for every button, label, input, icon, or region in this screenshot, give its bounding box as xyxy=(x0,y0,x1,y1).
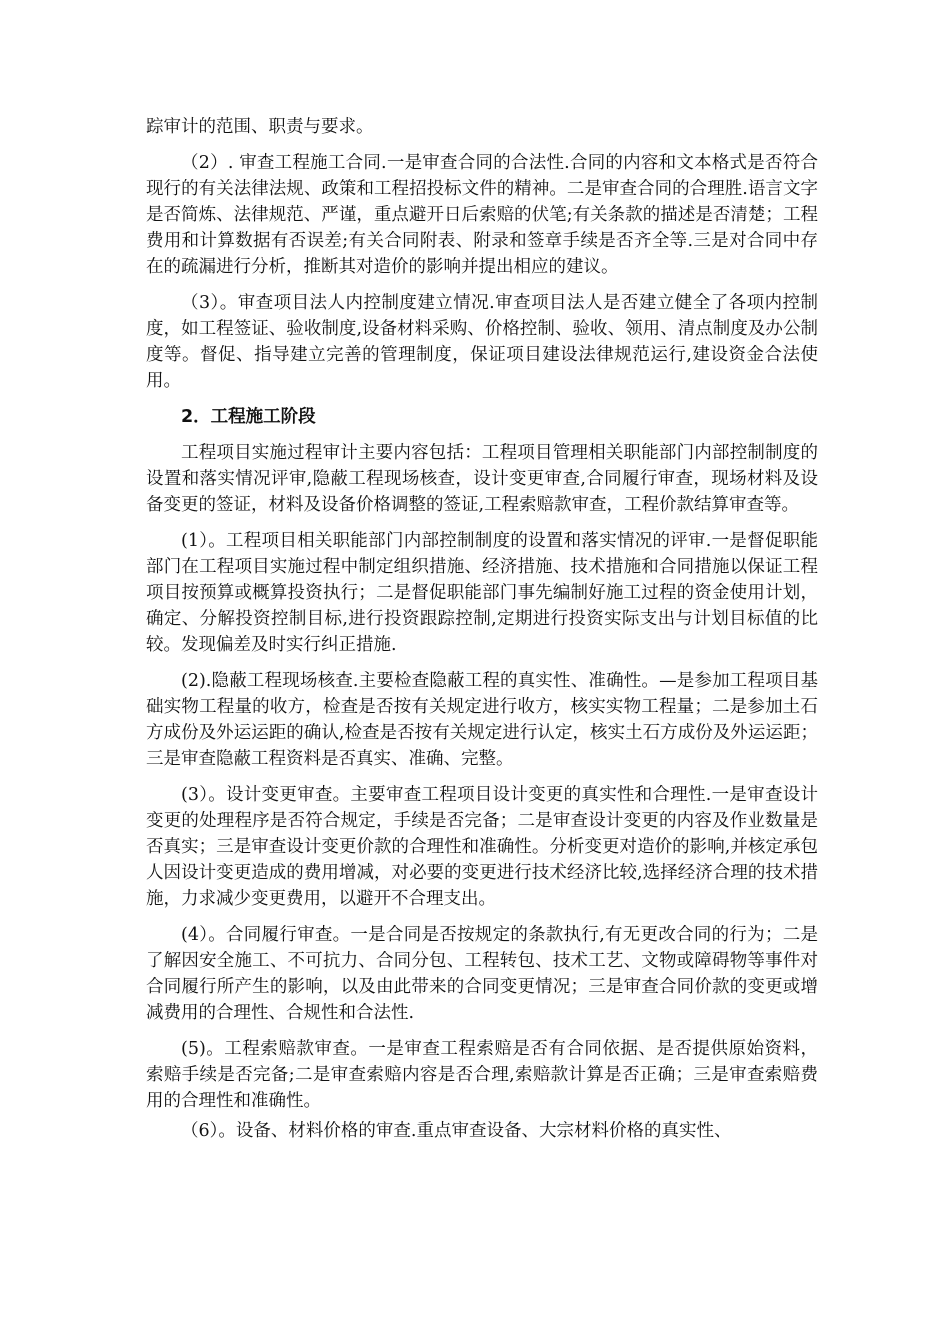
paragraph: （6）。设备、材料价格的审查.重点审查设备、大宗材料价格的真实性、 xyxy=(181,1121,732,1141)
document-body xyxy=(146,114,818,1154)
paragraph: 踪审计的范围、职责与要求。 xyxy=(146,117,374,137)
paragraph: (5)。工程索赔款审查。一是审查工程索赔是否有合同依据、是否提供原始资料，索赔手续是否完备;二是审查索赔内容是否合理,索赔款计算是否正确；三是审查索赔费用的合理性和准确性。 xyxy=(146,1039,818,1111)
paragraph: (3）。设计变更审查。主要审查工程项目设计变更的真实性和合理性.一是审查设计变更的处理程序是否符合规定，手续是否完备；二是审查设计变更的内容及作业数量是否真实；三是审查设计变更价款的合理性和准确性。分析变更对造价的影响,并核定承包人因设计变更造成的费用增减，对必要的变更进行技术经济比较,选择经济合理的技术措施，力求减少变更费用，以避开不合理支出。 xyxy=(146,785,818,909)
paragraph: (2).隐蔽工程现场核查.主要检查隐蔽工程的真实性、准确性。—是参加工程项目基础实物工程量的收方，检查是否按有关规定进行收方，核实实物工程量；二是参加土石方成份及外运运距的确认,检查是否按有关规定进行认定，核实土石方成份及外运运距；三是审查隐蔽工程资料是否真实、准确、完整。 xyxy=(146,671,818,769)
paragraph: (1）。工程项目相关职能部门内部控制制度的设置和落实情况的评审.一是督促职能部门在工程项目实施过程中制定组织措施、经济措施、技术措施和合同措施以保证工程项目按预算或概算投资执行；二是督促职能部门事先编制好施工过程的资金使用计划，确定、分解投资控制目标,进行投资跟踪控制,定期进行投资实际支出与计划目标值的比较。发现偏差及时实行纠正措施. xyxy=(146,531,818,655)
paragraph: (4）。合同履行审查。一是合同是否按规定的条款执行,有无更改合同的行为；二是了解因安全施工、不可抗力、合同分包、工程转包、技术工艺、文物或障碍物等事件对合同履行所产生的影响，以及由此带来的合同变更情况；三是审查合同价款的变更或增减费用的合理性、合规性和合法性. xyxy=(146,925,818,1023)
paragraph: （2）. 审查工程施工合同.一是审查合同的合法性.合同的内容和文本格式是否符合现行的有关法律法规、政策和工程招投标文件的精神。二是审查合同的合理胜.语言文字是否简炼、法律规范、严谨，重点避开日后索赔的伏笔;有关条款的描述是否清楚；工程费用和计算数据有否误差;有关合同附表、附录和签章手续是否齐全等.三是对合同中存在的疏漏进行分析，推断其对造价的影响并提出相应的建议。 xyxy=(146,153,818,277)
paragraph: （3）。审查项目法人内控制度建立情况.审查项目法人是否建立健全了各项内控制度，如工程签证、验收制度,设备材料采购、价格控制、验收、领用、清点制度及办公制度等。督促、指导建立完善的管理制度，保证项目建设法律规范运行,建设资金合法使用。 xyxy=(146,293,818,391)
section-heading: 2．工程施工阶段 xyxy=(181,407,316,427)
paragraph: 工程项目实施过程审计主要内容包括：工程项目管理相关职能部门内部控制制度的设置和落实情况评审,隐蔽工程现场核查，设计变更审查,合同履行审查，现场材料及设备变更的签证，材料及设备价格调整的签证,工程索赔款审查，工程价款结算审查等。 xyxy=(146,443,818,515)
